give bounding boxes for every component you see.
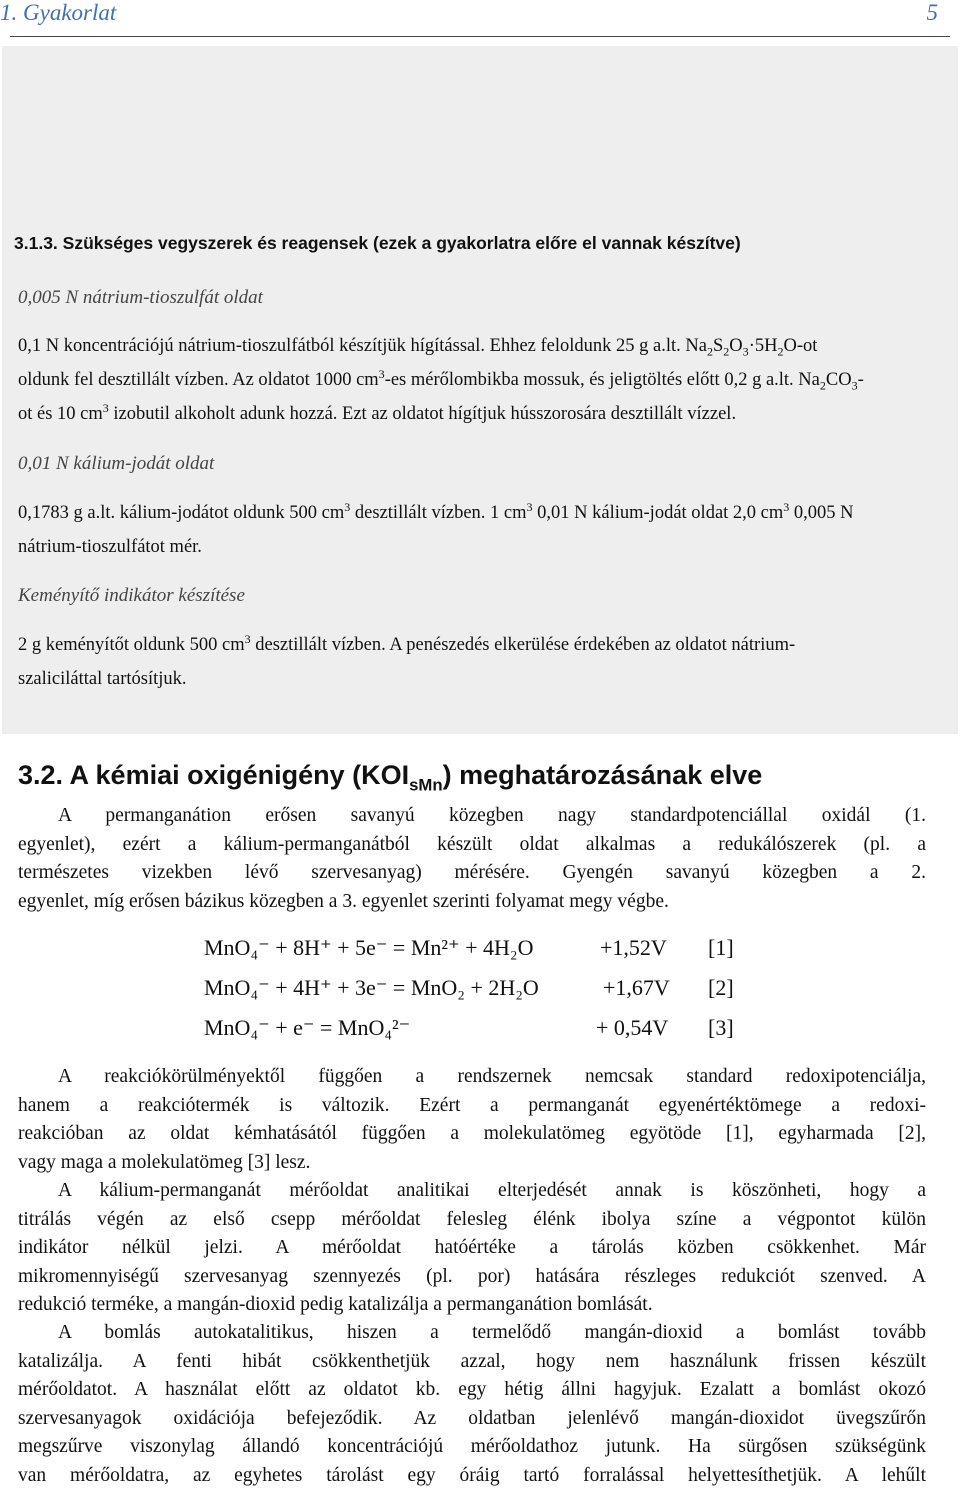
thiosulfate-title: 0,005 N nátrium-tioszulfát oldat [18, 285, 263, 311]
iodate-line-2: nátrium-tioszulfátot mér. [18, 534, 202, 560]
equation-1: MnO₄⁻ + 8H⁺ + 5e⁻ = Mn²⁺ + 4H₂O [204, 935, 533, 961]
paragraph-line: katalizálja. A fenti hibát csökkenthetjük azzal, hogy nem használunk frissen készült [18, 1348, 926, 1377]
paragraph-line: szervesanyagok oxidációja befejeződik. Az oldatban jelenlévő mangán-dioxidot üvegszűrőn [18, 1405, 926, 1434]
equation-3-tag: [3] [708, 1015, 734, 1041]
chapter-title: 1. Gyakorlat [0, 0, 116, 26]
indicator-line-2: szaliciláttal tartósítjuk. [18, 666, 187, 692]
paragraph-line: természetes vizekben lévő szervesanyag) mérésére. Gyengén savanyú közegben a 2. [18, 859, 926, 888]
equation-3: MnO₄⁻ + e⁻ = MnO₄²⁻ [204, 1015, 410, 1041]
page-number: 5 [927, 0, 939, 26]
paragraph-2 [18, 1063, 926, 1177]
paragraph-line: indikátor nélkül jelzi. A mérőoldat hatóértéke a tárolás közben csökkenhet. Már [18, 1234, 926, 1263]
paragraph-line: egyenlet), ezért a kálium-permanganátból készült oldat alkalmas a redukálószerek (pl. a [18, 831, 926, 860]
header-rule [10, 36, 950, 37]
paragraph-line: mérőoldatot. A használat előtt az oldatot kb. egy hétig állni hagyjuk. Ezalatt a bomlást okozó [18, 1376, 926, 1405]
paragraph-line: egyenlet, míg erősen bázikus közegben a 3. egyenlet szerinti folyamat megy végbe. [18, 888, 926, 917]
paragraph-line: A bomlás autokatalitikus, hiszen a termelődő mangán-dioxid a bomlást tovább [18, 1319, 926, 1348]
paragraph-line: reakcióban az oldat kémhatásától függően a molekulatömeg egyötöde [1], egyharmada [2], [18, 1120, 926, 1149]
paragraph-line: mikromennyiségű szervesanyag szennyezés (pl. por) hatására részleges redukciót szenved. A [18, 1263, 926, 1292]
indicator-title: Keményítő indikátor készítése [18, 583, 245, 609]
paragraph-4 [18, 1319, 926, 1490]
equation-1-tag: [1] [708, 935, 734, 961]
paragraph-line: megszűrve viszonylag állandó koncentrációjú mérőoldathoz jutunk. Ha sürgősen szükségünk [18, 1433, 926, 1462]
page-header [0, 0, 960, 28]
paragraph-line: hanem a reakciótermék is változik. Ezért a permanganát egyenértéktömege a redoxi- [18, 1092, 926, 1121]
paragraph-line: vagy maga a molekulatömeg [3] lesz. [18, 1149, 926, 1178]
paragraph-line: van mérőoldatra, az egyhetes tárolást egy óráig tartó forralással helyettesíthetjük. A lehűlt [18, 1462, 926, 1490]
thiosulfate-line-1: 0,1 N koncentrációjú nátrium-tioszulfátból készítjük hígítással. Ehhez feloldunk 25 g a.lt. $Na_2S_2O_3\cdot 5H_2O-ot$ [18, 333, 817, 359]
paragraph-3 [18, 1177, 926, 1320]
iodate-title: 0,01 N kálium-jodát oldat [18, 451, 214, 477]
equation-3-potential: + 0,54V [596, 1015, 668, 1041]
paragraph-line: A reakciókörülményektől függően a rendszernek nemcsak standard redoxipotenciálja, [18, 1063, 926, 1092]
paragraph-line: A kálium-permanganát mérőoldat analitikai elterjedését annak is köszönheti, hogy a [18, 1177, 926, 1206]
equation-2-tag: [2] [708, 975, 734, 1001]
paragraph-line: A permanganátion erősen savanyú közegben nagy standardpotenciállal oxidál (1. [18, 802, 926, 831]
paragraph-1 [18, 802, 926, 916]
paragraph-line: titrálás végén az első csepp mérőoldat felesleg élénk ibolya színe a végpontot külön [18, 1206, 926, 1235]
equation-1-potential: +1,52V [600, 935, 667, 961]
equation-2-potential: +1,67V [603, 975, 670, 1001]
reagents-heading: 3.1.3. Szükséges vegyszerek és reagensek (ezek a gyakorlatra előre el vannak készítve) [14, 230, 741, 256]
indicator-line-1: 2 g keményítőt oldunk 500 $cm^3$ desztillált vízben. A penészedés elkerülése érdekében az oldatot nátrium- [18, 632, 795, 658]
paragraph-line: redukció terméke, a mangán-dioxid pedig katalizálja a permanganátion bomlását. [18, 1291, 926, 1320]
iodate-line-1: 0,1783 g a.lt. kálium-jodátot oldunk 500 $cm^3$ desztillált vízben. 1 $cm^3$ 0,01 N kálium-jodát oldat 2,0 $cm^3$ 0,005 N [18, 500, 854, 526]
section-title: 3.2. A kémiai oxigénigény $(KOI_{sMn})$ meghatározásának elve [18, 760, 762, 791]
thiosulfate-line-2: oldunk fel desztillált vízben. Az oldatot 1000 $cm^3-es$ mérőlombikba mossuk, és jeligtöltés előtt 0,2 g a.lt. $Na_2CO_3-$ [18, 367, 864, 393]
thiosulfate-line-3: ot és 10 $cm^3$ izobutil alkoholt adunk hozzá. Ezt az oldatot hígítjuk hússzorosára desztillált vízzel. [18, 401, 736, 427]
equation-2: MnO₄⁻ + 4H⁺ + 3e⁻ = MnO₂ + 2H₂O [204, 975, 539, 1001]
